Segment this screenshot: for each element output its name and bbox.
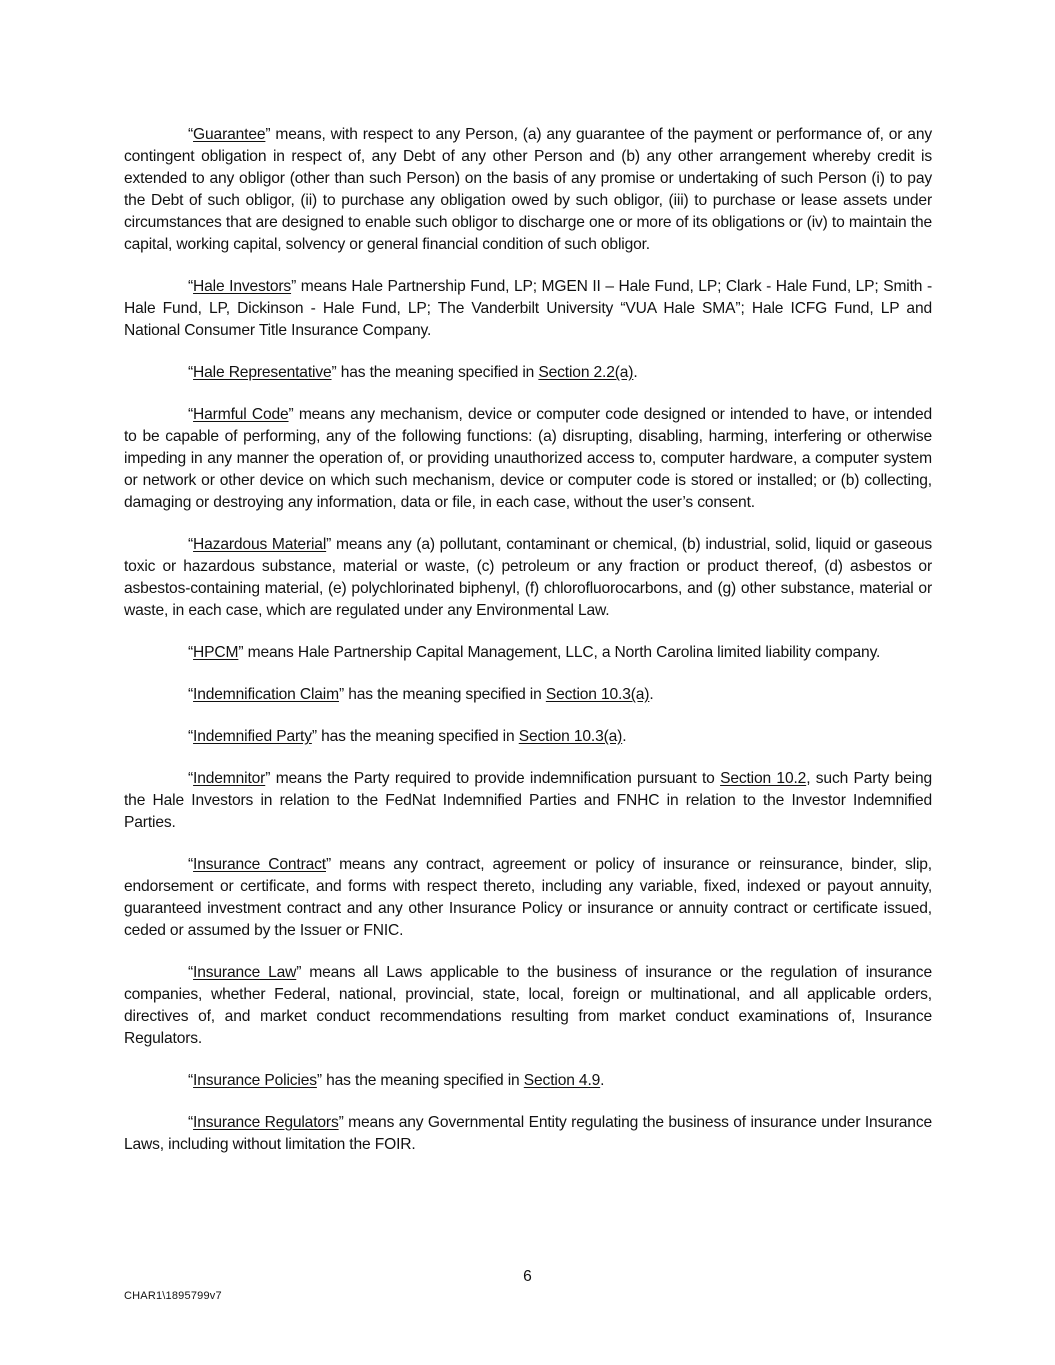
definition-hazardous-material: “Hazardous Material” means any (a) pollutant, contaminant or chemical, (b) industrial, solid, liquid or gaseous toxic or hazardous substance, material or waste, (c) petroleum or any fraction or product thereof, (d) asbestos or asbestos-containing material, (e) polychlorinated biphenyl, (f) chlorofluorocarbons, and (g) other substance, material or waste, in each case, which are regulated under any Environmental Law. <box>124 536 932 619</box>
defined-term: Guarantee <box>193 126 266 143</box>
definition-text: means Hale Partnership Capital Management, LLC, a North Carolina limited liability company. <box>243 644 881 661</box>
section-reference: Section 10.2 <box>720 770 807 787</box>
definition-text: means all Laws applicable to the business of insurance or the regulation of insurance companies, whether Federal, national, provincial, state, local, foreign or multinational, and all applicable orders, directives of, and market conduct recommendations resulting from market conduct examinations of, Insurance Regulators. <box>124 964 932 1047</box>
document-body <box>124 124 932 1176</box>
definition-guarantee: “Guarantee” means, with respect to any Person, (a) any guarantee of the payment or performance of, or any contingent obligation in respect of, any Debt of any other Person and (b) any other arrangement whereby credit is extended to any obligor (other than such Person) on the basis of any promise or undertaking of such Person (i) to pay the Debt of such obligor, (ii) to purchase any obligation owed by such obligor, (iii) to purchase or lease assets under circumstances that are designed to enable such obligor to discharge one or more of its obligations or (iv) to maintain the capital, working capital, solvency or general financial condition of such obligor. <box>124 126 932 253</box>
definition-text: has the meaning specified in <box>344 686 546 703</box>
definition-insurance-regulators: “Insurance Regulators” means any Governmental Entity regulating the business of insurance under Insurance Laws, including without limitation the FOIR. <box>124 1114 932 1153</box>
definition-text: means, with respect to any Person, (a) any guarantee of the payment or performance of, or any contingent obligation in respect of, any Debt of any other Person and (b) any other arrangement whereby credit is extended to any obligor (other than such Person) on the basis of any promise or undertaking of such Person (i) to pay the Debt of such obligor, (ii) to purchase any obligation owed by such obligor, (iii) to purchase or lease assets under circumstances that are designed to enable such obligor to discharge one or more of its obligations or (iv) to maintain the capital, working capital, solvency or general financial condition of such obligor. <box>124 126 932 253</box>
definition-indemnification-claim: “Indemnification Claim” has the meaning specified in Section 10.3(a). <box>188 686 654 703</box>
document-id: CHAR1\1895799v7 <box>124 1290 222 1302</box>
definition-tail: , such Party being the Hale Investors in relation to the FedNat Indemnified Parties and FNHC in relation to the Investor Indemnified Parties. <box>124 770 932 831</box>
defined-term: HPCM <box>193 644 239 661</box>
definition-hpcm: “HPCM” means Hale Partnership Capital Management, LLC, a North Carolina limited liability company. <box>188 644 881 661</box>
defined-term: Insurance Policies <box>193 1072 317 1089</box>
definition-indemnified-party: “Indemnified Party” has the meaning specified in Section 10.3(a). <box>188 728 627 745</box>
definition-text: means any contract, agreement or policy of insurance or reinsurance, binder, slip, endorsement or certificate, and forms with respect thereto, including any variable, fixed, indexed or payout annuity, guaranteed investment contract and any other Insurance Policy or insurance or annuity contract or certificate issued, ceded or assumed by the Issuer or FNIC. <box>124 856 932 939</box>
defined-term: Hazardous Material <box>193 536 327 553</box>
definition-tail: . <box>622 728 627 745</box>
definition-insurance-contract: “Insurance Contract” means any contract, agreement or policy of insurance or reinsurance, binder, slip, endorsement or certificate, and forms with respect thereto, including any variable, fixed, indexed or payout annuity, guaranteed investment contract and any other Insurance Policy or insurance or annuity contract or certificate issued, ceded or assumed by the Issuer or FNIC. <box>124 856 932 939</box>
defined-term: Insurance Contract <box>193 856 326 873</box>
definition-tail: . <box>600 1072 605 1089</box>
definition-text: means any Governmental Entity regulating the business of insurance under Insurance Laws, including without limitation the FOIR. <box>124 1114 932 1153</box>
definition-text: means the Party required to provide indemnification pursuant to <box>270 770 721 787</box>
definition-insurance-policies: “Insurance Policies” has the meaning specified in Section 4.9. <box>188 1072 605 1089</box>
page-number: 6 <box>523 1268 532 1285</box>
definition-tail: . <box>649 686 654 703</box>
section-reference: Section 4.9 <box>523 1072 601 1089</box>
definition-indemnitor: “Indemnitor” means the Party required to provide indemnification pursuant to Section 10.2, such Party being the Hale Investors in relation to the FedNat Indemnified Parties and FNHC in relation to the Investor Indemnified Parties. <box>124 770 932 831</box>
definition-tail: . <box>633 364 638 381</box>
section-reference: Section 10.3(a) <box>518 728 623 745</box>
definition-text: means any (a) pollutant, contaminant or chemical, (b) industrial, solid, liquid or gaseous toxic or hazardous substance, material or waste, (c) petroleum or any fraction or product thereof, (d) asbestos or asbestos-containing material, (e) polychlorinated biphenyl, (f) chlorofluorocarbons, and (g) other substance, material or waste, in each case, which are regulated under any Environmental Law. <box>124 536 932 619</box>
defined-term: Indemnification Claim <box>193 686 339 703</box>
definition-text: means Hale Partnership Fund, LP; MGEN II – Hale Fund, LP; Clark - Hale Fund, LP; Smith - Hale Fund, LP, Dickinson - Hale Fund, LP; The Vanderbilt University “VUA Hale SMA”; Hale ICFG Fund, LP and National Consumer Title Insurance Company. <box>124 278 932 339</box>
defined-term: Insurance Law <box>193 964 297 981</box>
definition-text: has the meaning specified in <box>336 364 539 381</box>
definition-text: has the meaning specified in <box>321 1072 524 1089</box>
section-reference: Section 10.3(a) <box>545 686 650 703</box>
definition-hale-representative: “Hale Representative” has the meaning specified in Section 2.2(a). <box>188 364 638 381</box>
defined-term: Hale Investors <box>193 278 292 295</box>
definition-text: means any mechanism, device or computer code designed or intended to have, or intended to be capable of performing, any of the following functions: (a) disrupting, disabling, harming, interfering or otherwise impeding in any manner the operation of, or providing unauthorized access to, computer hardware, a computer system or network or other device on which such mechanism, device or computer code is stored or installed; or (b) collecting, damaging or destroying any information, data or file, in each case, without the user’s consent. <box>124 406 932 511</box>
defined-term: Harmful Code <box>193 406 289 423</box>
defined-term: Insurance Regulators <box>193 1114 339 1131</box>
definition-insurance-law: “Insurance Law” means all Laws applicable to the business of insurance or the regulation of insurance companies, whether Federal, national, provincial, state, local, foreign or multinational, and all applicable orders, directives of, and market conduct recommendations resulting from market conduct examinations of, Insurance Regulators. <box>124 964 932 1047</box>
definition-text: has the meaning specified in <box>316 728 519 745</box>
defined-term: Indemnified Party <box>193 728 312 745</box>
section-reference: Section 2.2(a) <box>538 364 634 381</box>
definition-harmful-code: “Harmful Code” means any mechanism, device or computer code designed or intended to have, or intended to be capable of performing, any of the following functions: (a) disrupting, disabling, harming, interfering or otherwise impeding in any manner the operation of, or providing unauthorized access to, computer hardware, a computer system or network or other device on which such mechanism, device or computer code is stored or installed; or (b) collecting, damaging or destroying any information, data or file, in each case, without the user’s consent. <box>124 406 932 511</box>
defined-term: Hale Representative <box>193 364 332 381</box>
definition-hale-investors: “Hale Investors” means Hale Partnership Fund, LP; MGEN II – Hale Fund, LP; Clark - Hale Fund, LP; Smith - Hale Fund, LP, Dickinson - Hale Fund, LP; The Vanderbilt University “VUA Hale SMA”; Hale ICFG Fund, LP and National Consumer Title Insurance Company. <box>124 278 932 339</box>
defined-term: Indemnitor <box>193 770 266 787</box>
